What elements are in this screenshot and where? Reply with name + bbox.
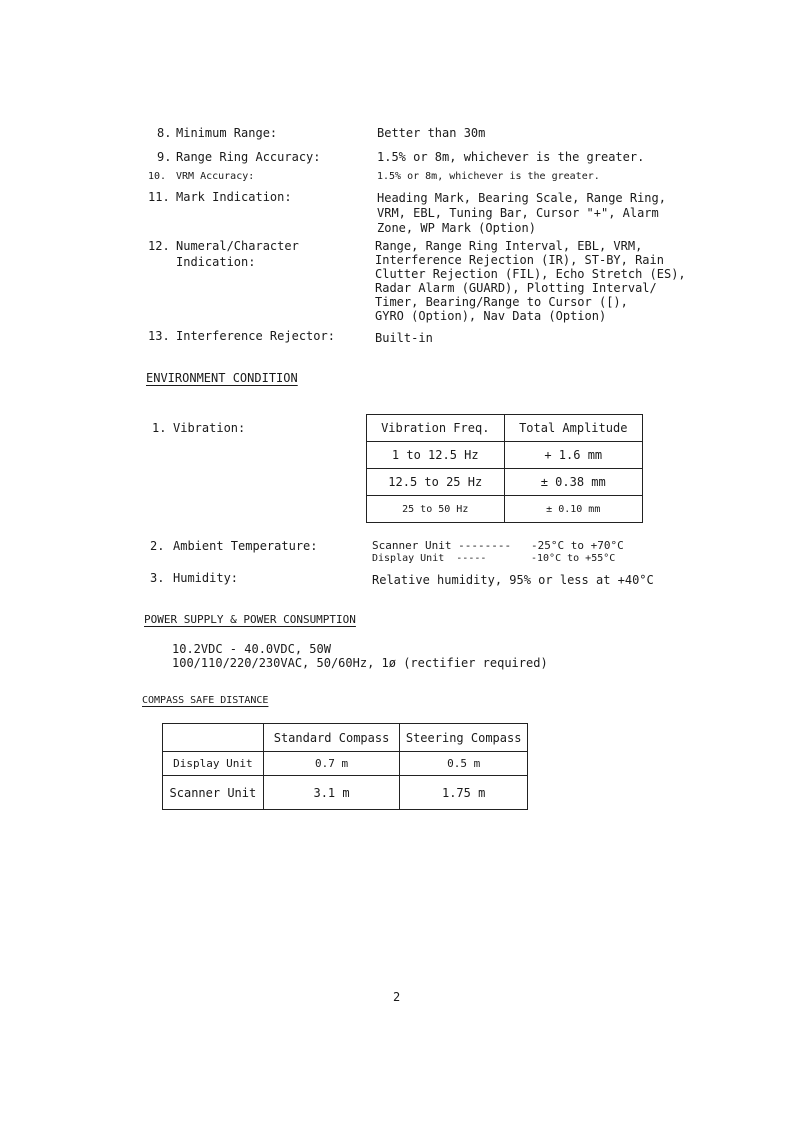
spec-value: Built-in (375, 331, 433, 345)
humidity-value: Relative humidity, 95% or less at +40°C (372, 573, 654, 587)
table-cell: + 1.6 mm (504, 442, 643, 469)
vibration-label: Vibration: (173, 421, 246, 435)
table-header-cell: Total Amplitude (504, 415, 643, 442)
spec-number: 11. (148, 190, 170, 204)
temperature-display-unit: Display Unit ----- (372, 553, 487, 564)
spec-label: VRM Accuracy: (176, 171, 255, 182)
power-ac-line: 100/110/220/230VAC, 50/60Hz, 1ø (rectifier required) (172, 656, 548, 670)
humidity-number: 3. (150, 571, 165, 585)
table-header-cell (163, 724, 264, 752)
spec-value: Better than 30m (377, 126, 486, 140)
temperature-number: 2. (150, 539, 165, 553)
table-cell: 12.5 to 25 Hz (367, 469, 505, 496)
spec-value: Heading Mark, Bearing Scale, Range Ring, VRM, EBL, Tuning Bar, Cursor "+", Alarm Zone, WP Mark (Option) (377, 191, 666, 235)
table-cell: 25 to 50 Hz (367, 496, 505, 523)
table-cell: 3.1 m (263, 776, 400, 810)
table-header-row (367, 415, 643, 442)
spec-label: Interference Rejector: (176, 329, 335, 343)
table-header-cell: Steering Compass (400, 724, 528, 752)
spec-label: Mark Indication: (176, 190, 292, 204)
spec-number: 8. (157, 126, 172, 140)
compass-heading: COMPASS SAFE DISTANCE (142, 695, 269, 706)
temperature-scanner-unit: Scanner Unit -------- (372, 539, 512, 552)
temperature-display-range: -10°C to +55°C (531, 553, 616, 564)
table-row (367, 442, 643, 469)
table-cell: 0.5 m (400, 752, 528, 776)
table-row (367, 469, 643, 496)
table-header-cell: Standard Compass (263, 724, 400, 752)
table-header-row (163, 724, 528, 752)
spec-value: 1.5% or 8m, whichever is the greater. (377, 171, 600, 182)
table-cell: 1.75 m (400, 776, 528, 810)
table-row (163, 752, 528, 776)
page-number: 2 (393, 990, 401, 1004)
table-cell: Display Unit (163, 752, 264, 776)
table-cell: ± 0.38 mm (504, 469, 643, 496)
table-cell: 1 to 12.5 Hz (367, 442, 505, 469)
temperature-label: Ambient Temperature: (173, 539, 318, 553)
table-cell: ± 0.10 mm (504, 496, 643, 523)
table-cell: 0.7 m (263, 752, 400, 776)
humidity-label: Humidity: (173, 571, 239, 585)
table-row (163, 776, 528, 810)
temperature-scanner-range: -25°C to +70°C (531, 539, 624, 552)
spec-number: 13. (148, 329, 170, 343)
spec-label: Range Ring Accuracy: (176, 150, 321, 164)
spec-label: Minimum Range: (176, 126, 278, 140)
vibration-number: 1. (152, 421, 167, 435)
compass-safe-distance-table (162, 723, 528, 810)
spec-number: 10. (148, 171, 167, 182)
spec-number: 9. (157, 150, 172, 164)
power-heading: POWER SUPPLY & POWER CONSUMPTION (144, 613, 356, 626)
table-header-cell: Vibration Freq. (367, 415, 505, 442)
spec-value: 1.5% or 8m, whichever is the greater. (377, 150, 645, 164)
environment-heading: ENVIRONMENT CONDITION (146, 371, 298, 385)
spec-number: 12. (148, 239, 170, 253)
table-cell: Scanner Unit (163, 776, 264, 810)
vibration-table (366, 414, 643, 523)
spec-label: Numeral/Character Indication: (176, 239, 299, 269)
table-row (367, 496, 643, 523)
spec-value: Range, Range Ring Interval, EBL, VRM, Interference Rejection (IR), ST-BY, Rain Clutter Rejection (FIL), Echo Stretch (ES), Radar Alarm (GUARD), Plotting Interval/ Timer, Bearing/Range to Cursor ([), GYRO (Option), Nav Data (Option) (375, 239, 686, 323)
power-dc-line: 10.2VDC - 40.0VDC, 50W (172, 642, 331, 656)
